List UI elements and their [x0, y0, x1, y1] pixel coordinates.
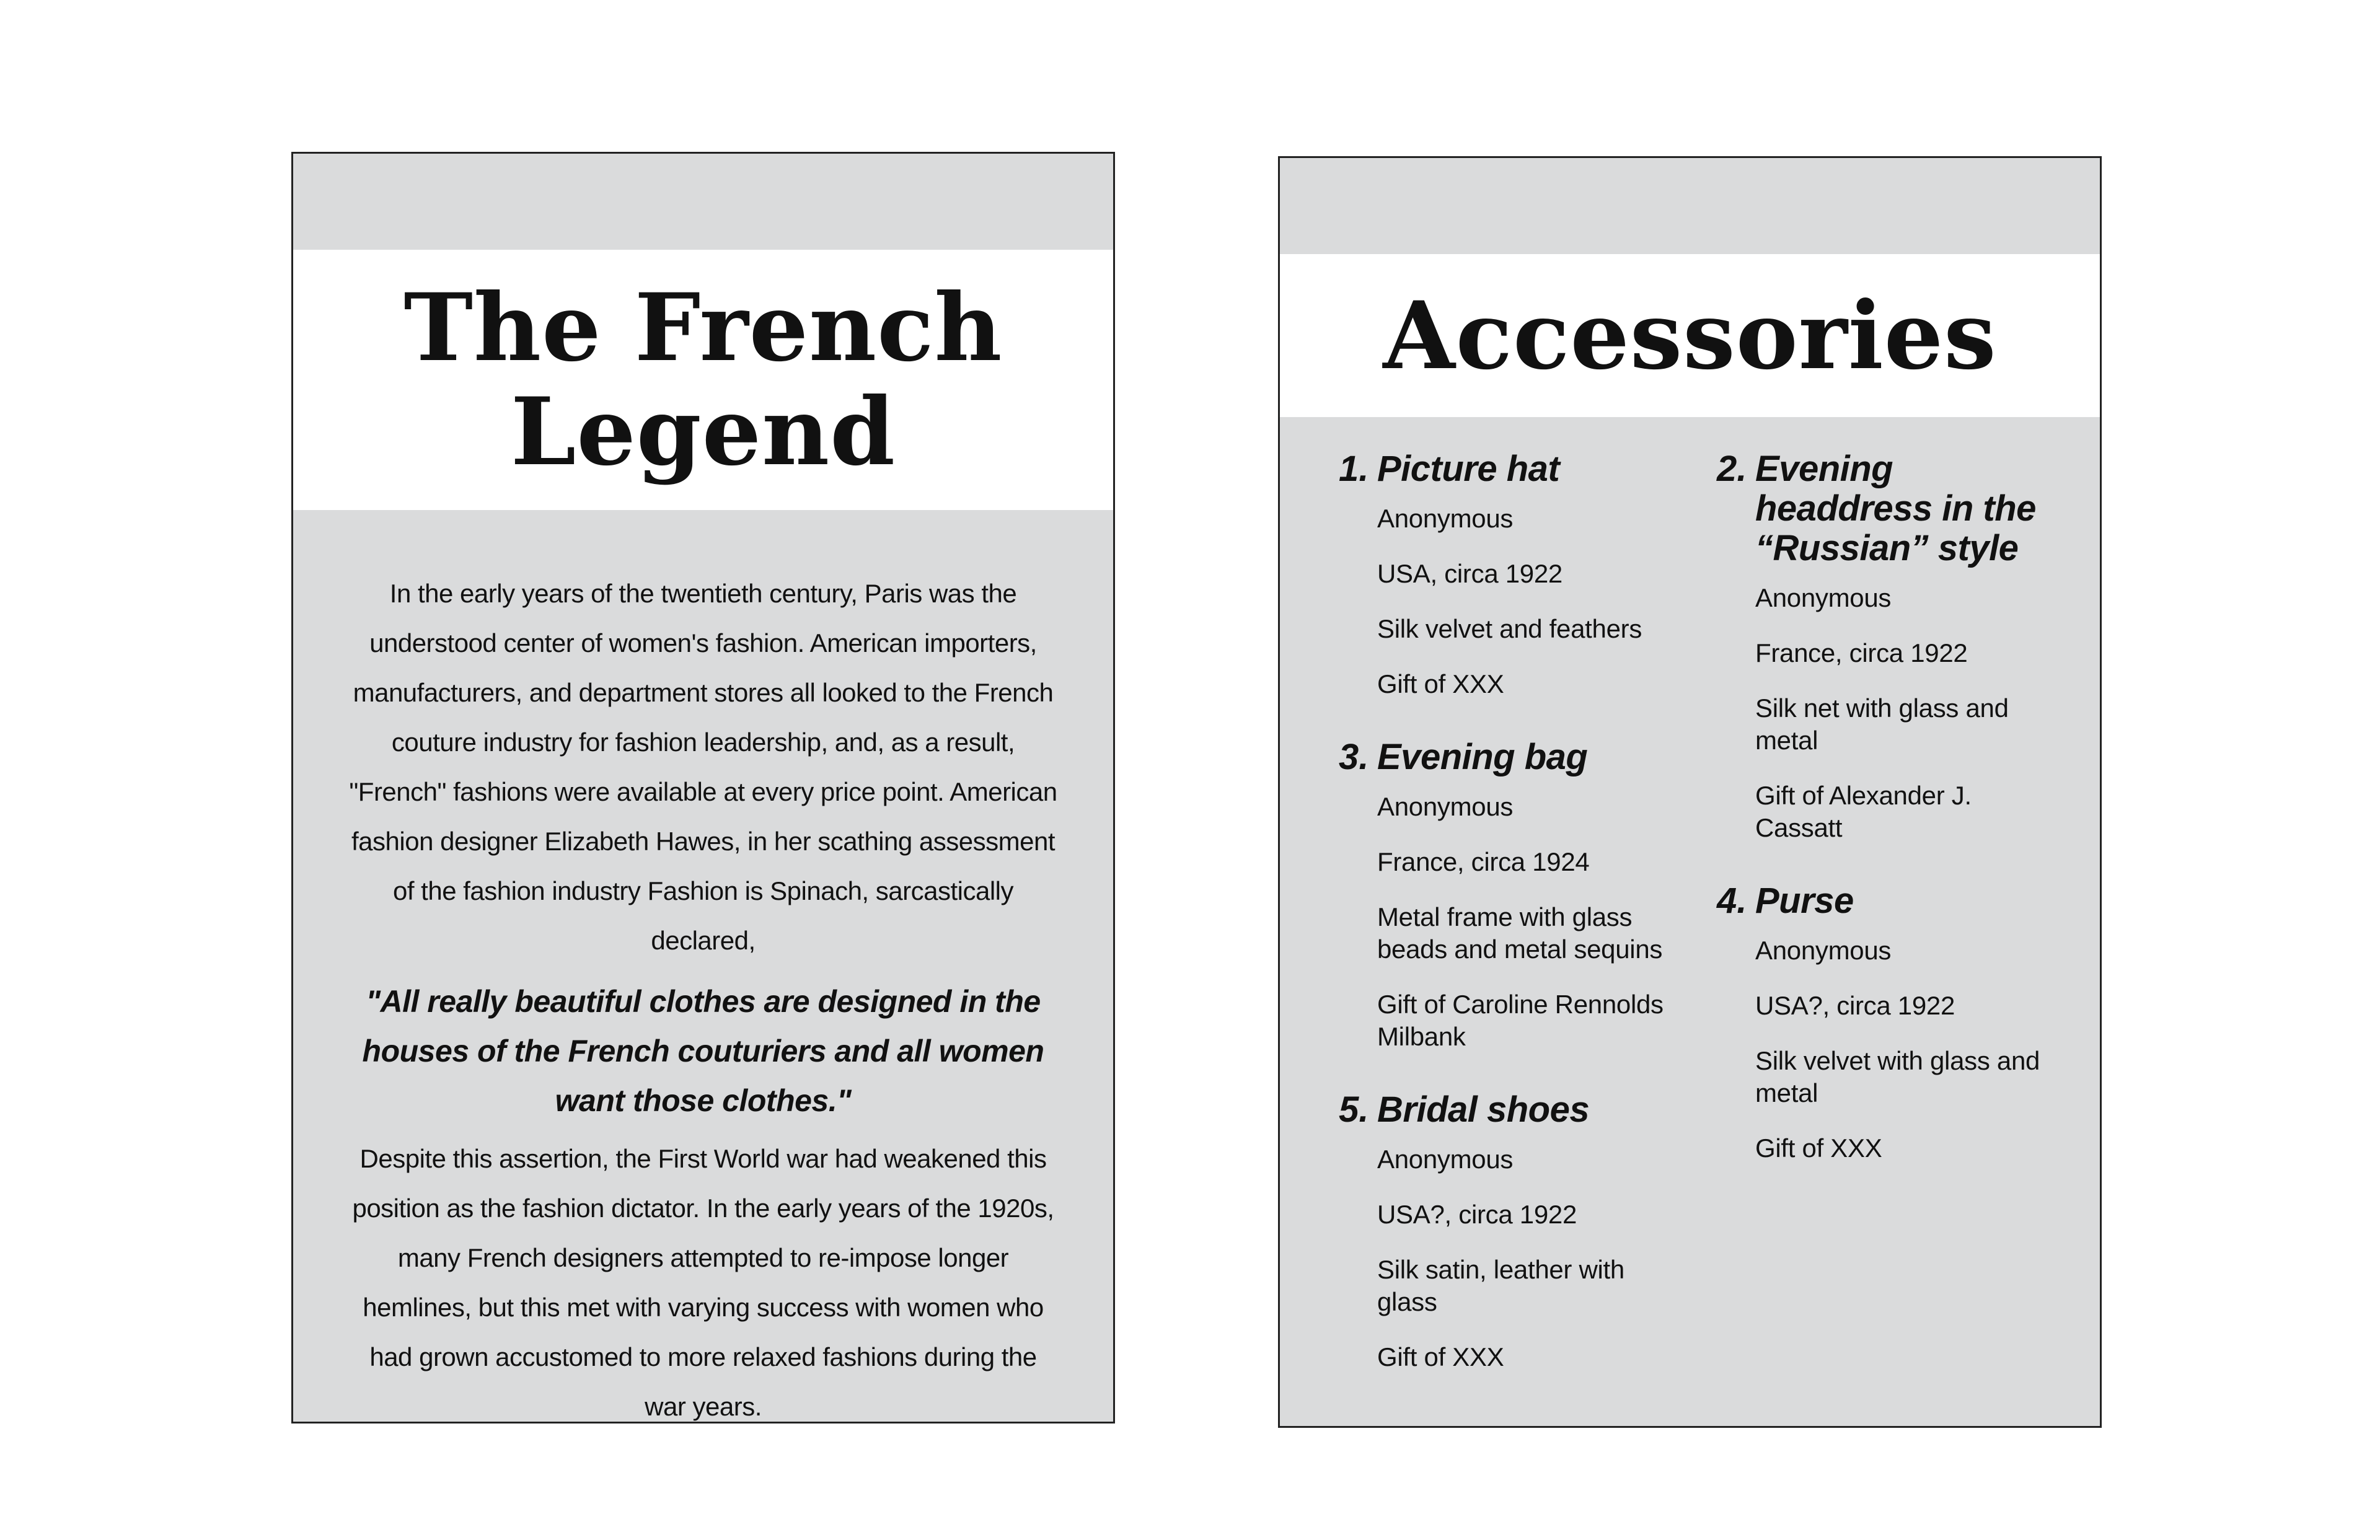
item-name: Evening bag — [1377, 737, 1588, 777]
accessory-item — [1339, 1090, 1686, 1373]
accessory-item — [1717, 881, 2064, 1164]
accessory-item — [1717, 449, 2064, 844]
item-name: Evening headdress in the “Russian” style — [1755, 449, 2036, 568]
panel-french-legend — [291, 152, 1115, 1423]
accessory-item — [1339, 737, 1686, 1053]
item-credit: Gift of Alexander J. Cassatt — [1755, 781, 1972, 842]
pull-quote: "All really beautiful clothes are designed in the houses of the French couturiers and all women want those clothes." — [362, 984, 1044, 1118]
item-material: Silk satin, leather with glass — [1377, 1255, 1624, 1316]
item-origin: USA, circa 1922 — [1377, 559, 1562, 588]
item-origin: France, circa 1922 — [1755, 638, 1968, 667]
title-line-1: The French — [403, 273, 1003, 382]
intro-body — [349, 569, 1057, 1432]
item-material: Silk velvet with glass and metal — [1755, 1046, 2040, 1107]
accessory-heading — [1339, 1090, 1686, 1130]
item-origin: USA?, circa 1922 — [1377, 1200, 1577, 1229]
item-name: Picture hat — [1377, 449, 1560, 489]
item-details — [1717, 935, 2064, 1164]
accessories-column-left — [1339, 449, 1686, 1410]
item-maker: Anonymous — [1377, 792, 1514, 821]
item-number: 4. — [1717, 881, 1747, 921]
item-name: Bridal shoes — [1377, 1089, 1590, 1130]
item-maker: Anonymous — [1377, 1145, 1514, 1174]
paragraph-2: Despite this assertion, the First World war had weakened this position as the fashion dictator. In the early years of the 1920s, many French designers attempted to re-impose longer hemlines, but this met with varying success with women who had grown accustomed to more relaxed fashions during the war years. — [352, 1144, 1054, 1421]
title-line-2: Legend — [510, 377, 896, 486]
item-number: 1. — [1339, 449, 1369, 489]
item-name: Purse — [1755, 881, 1854, 921]
item-credit: Gift of XXX — [1755, 1133, 1882, 1163]
accessory-item — [1339, 449, 1686, 700]
panel-title — [403, 273, 1003, 486]
item-details — [1339, 1143, 1686, 1373]
item-details — [1339, 503, 1686, 700]
accessory-heading — [1339, 449, 1686, 489]
item-credit: Gift of XXX — [1377, 669, 1504, 698]
title-band — [1280, 254, 2100, 417]
panel-accessories — [1278, 156, 2102, 1428]
item-origin: France, circa 1924 — [1377, 847, 1590, 876]
panel-title: Accessories — [1383, 281, 1997, 390]
accessories-column-right — [1717, 449, 2064, 1202]
item-origin: USA?, circa 1922 — [1755, 991, 1955, 1020]
item-maker: Anonymous — [1377, 504, 1514, 533]
accessory-heading — [1339, 737, 1686, 777]
item-number: 2. — [1717, 449, 1747, 489]
item-maker: Anonymous — [1755, 936, 1892, 965]
paragraph-1: In the early years of the twentieth century, Paris was the understood center of women's fashion. American importers, manufacturers, and department stores all looked to the French couture industry for fashion leadership, and, as a result, "French" fashions were available at every price point. American fashion designer Elizabeth Hawes, in her scathing assessment of the fashion industry Fashion is Spinach, sarcastically declared, — [349, 579, 1057, 955]
item-number: 3. — [1339, 737, 1369, 777]
item-details — [1717, 582, 2064, 844]
item-number: 5. — [1339, 1089, 1369, 1130]
title-band — [293, 250, 1113, 510]
item-material: Silk net with glass and metal — [1755, 693, 2009, 755]
item-maker: Anonymous — [1755, 583, 1892, 612]
accessory-heading — [1717, 449, 2064, 568]
item-material: Silk velvet and feathers — [1377, 614, 1642, 643]
item-credit: Gift of Caroline Rennolds Milbank — [1377, 990, 1664, 1051]
accessory-heading — [1717, 881, 2064, 921]
item-credit: Gift of XXX — [1377, 1342, 1504, 1371]
item-material: Metal frame with glass beads and metal sequins — [1377, 902, 1663, 964]
item-details — [1339, 791, 1686, 1053]
